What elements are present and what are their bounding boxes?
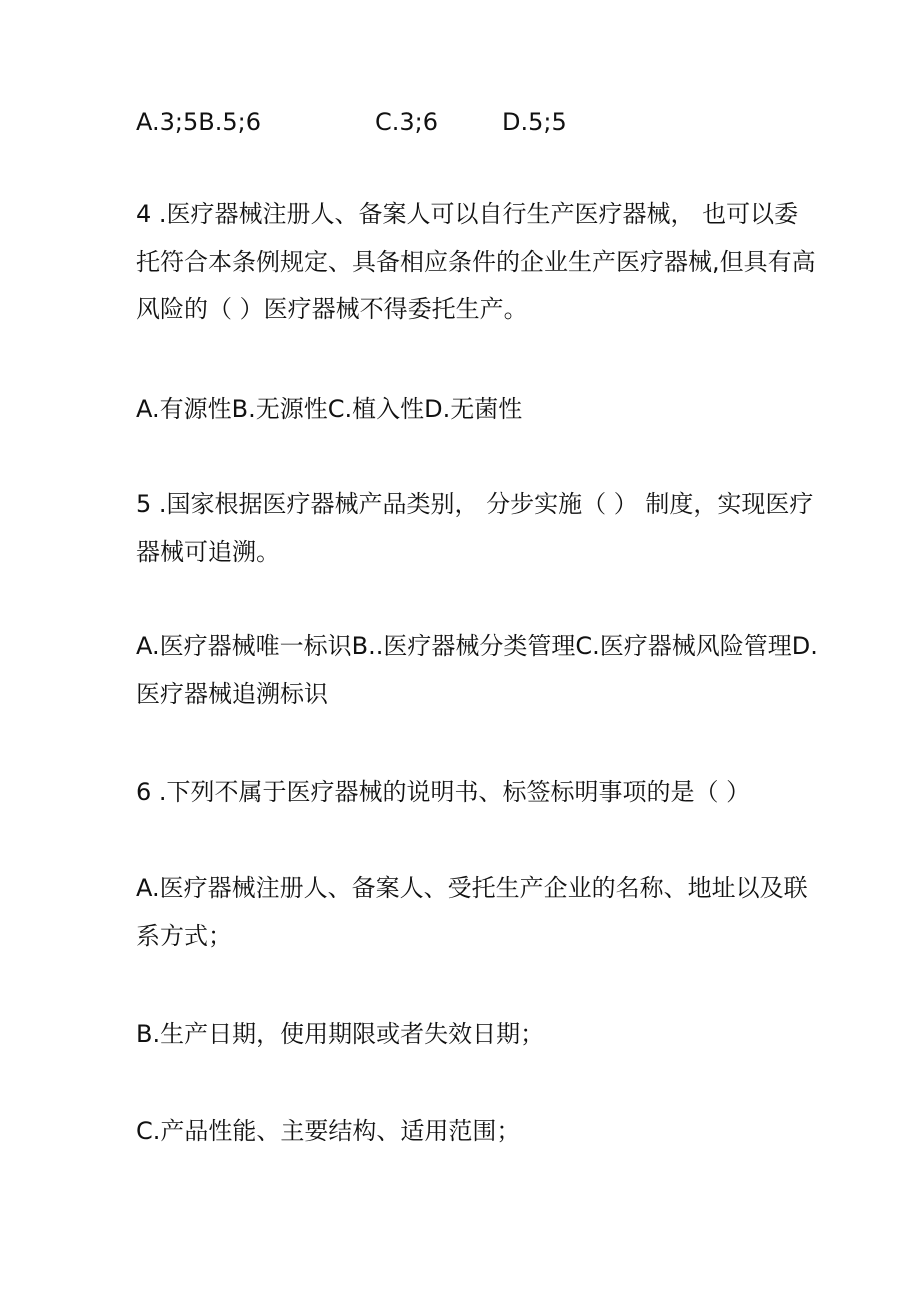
question-5-line-2: 器械可追溯。 — [136, 538, 280, 566]
question-6-option-b: B.生产日期，使用期限或者失效日期； — [136, 1020, 545, 1048]
question-5-line-1: 5 .国家根据医疗器械产品类别， 分步实施（ ） 制度，实现医疗 — [136, 490, 814, 518]
option-c: C.3;6 — [375, 108, 439, 136]
question-6-option-a-line-1: A.医疗器械注册人、备案人、受托生产企业的名称、地址以及联 — [136, 874, 808, 902]
option-a-b: A.3;5B.5;6 — [136, 108, 261, 136]
question-5-options-line-2: 医疗器械追溯标识 — [136, 680, 328, 708]
question-5-options-line-1: A.医疗器械唯一标识B..医疗器械分类管理C.医疗器械风险管理D. — [136, 632, 818, 660]
question-6-option-c: C.产品性能、主要结构、适用范围； — [136, 1117, 521, 1145]
question-4-line-2: 托符合本条例规定、具备相应条件的企业生产医疗器械,但具有高 — [136, 248, 816, 276]
option-d: D.5;5 — [502, 108, 567, 136]
question-4-line-1: 4 .医疗器械注册人、备案人可以自行生产医疗器械， 也可以委 — [136, 200, 799, 228]
question-6-line-1: 6 .下列不属于医疗器械的说明书、标签标明事项的是（ ） — [136, 778, 751, 806]
question-4-options: A.有源性B.无源性C.植入性D.无菌性 — [136, 395, 523, 423]
question-4-line-3: 风险的（ ）医疗器械不得委托生产。 — [136, 295, 528, 323]
question-6-option-a-line-2: 系方式； — [136, 922, 232, 950]
